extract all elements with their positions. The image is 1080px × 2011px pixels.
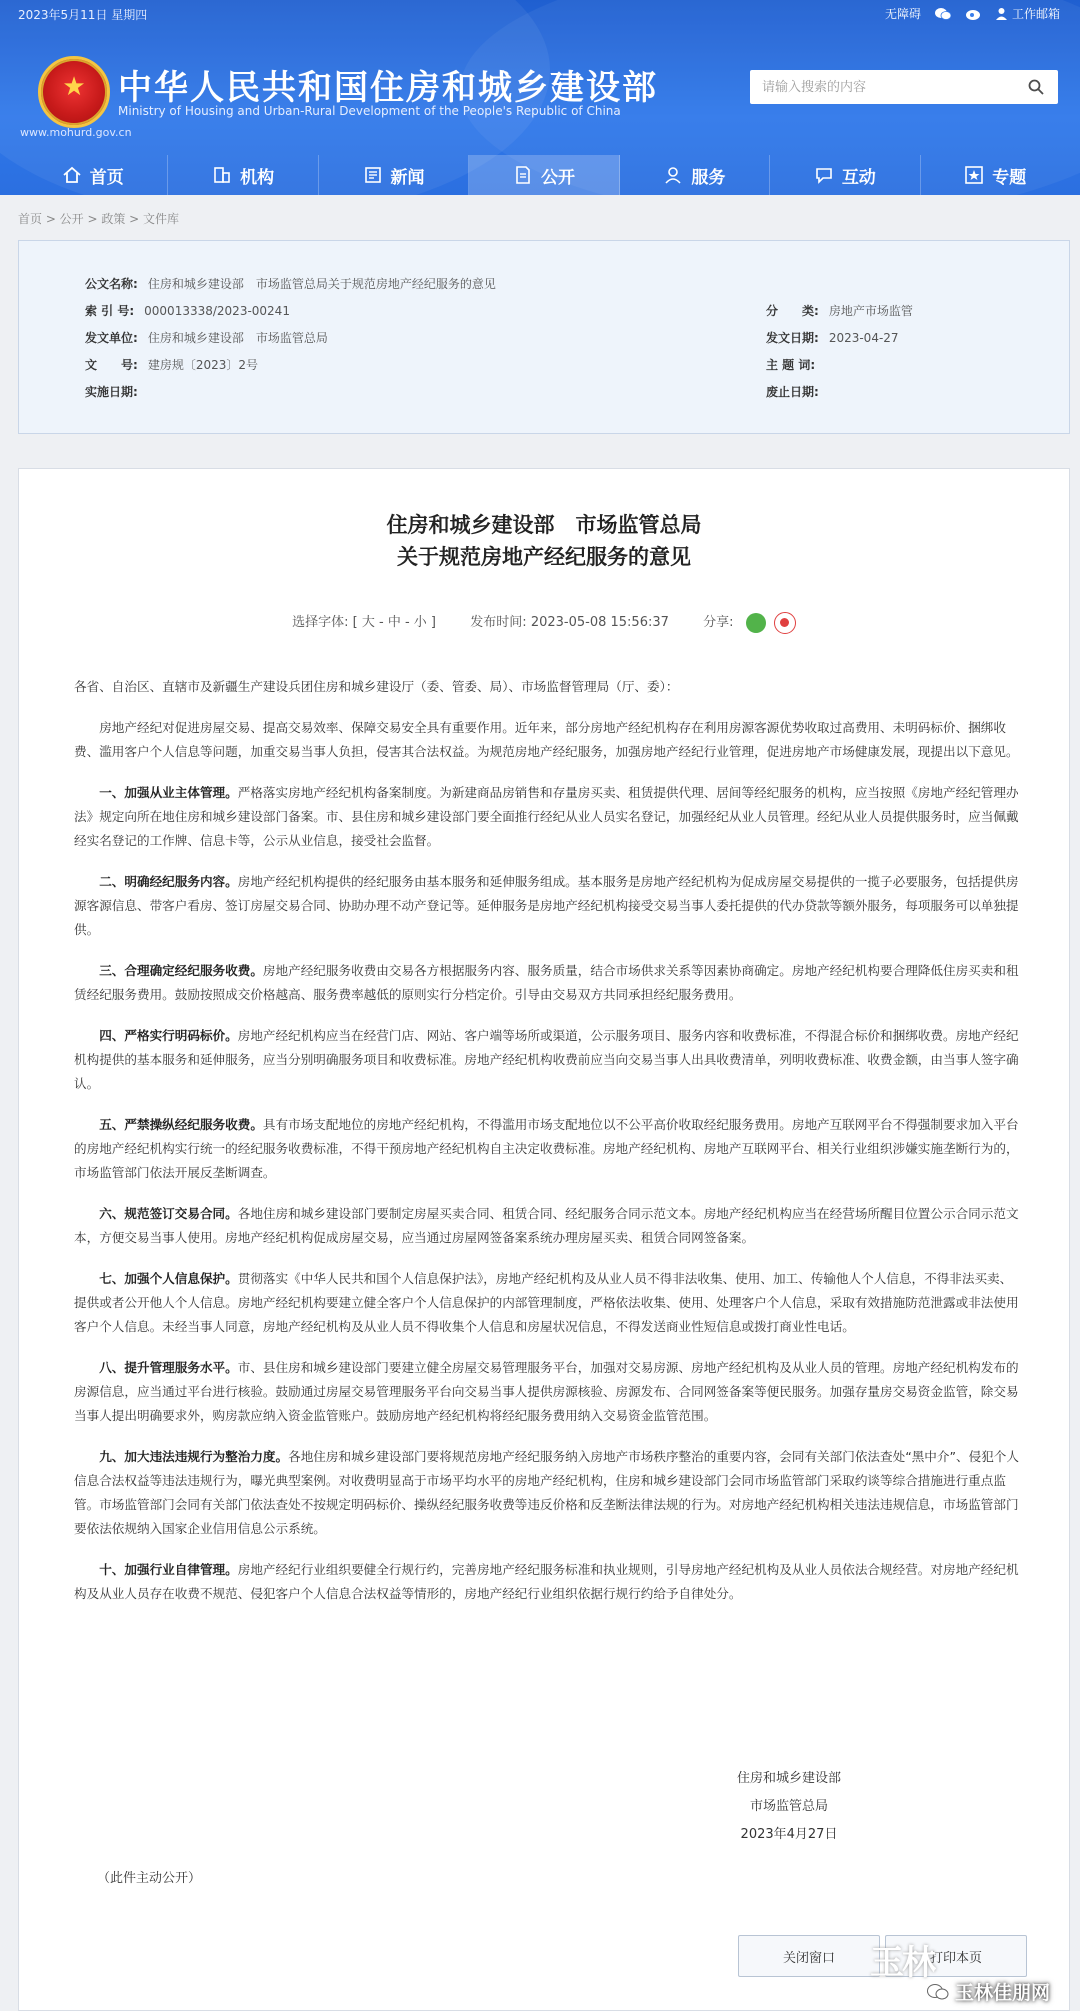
public-note: （此件主动公开） xyxy=(97,1871,202,1886)
site-header xyxy=(0,0,1080,195)
nav-label: 首页 xyxy=(89,167,124,188)
nav-label: 公开 xyxy=(540,167,575,188)
salutation: 各省、自治区、直辖市及新疆生产建设兵团住房和城乡建设厅（委、管委、局）、市场监督管理局（厅、委）： xyxy=(74,679,679,694)
section-text: 房地产经纪行业组织要健全行规行约，完善房地产经纪服务标准和执业规则，引导房地产经纪机构及从业人员依法合规经营。对房地产经纪机构及从业人员存在收费不规范、侵犯客户个人信息合法权益等情形的，房地产经纪行业组织依据行规行约给予自律处分。 xyxy=(74,1562,1019,1601)
meta-label: 索 引 号: xyxy=(85,304,135,318)
section-heading: 八、提升管理服务水平。 xyxy=(99,1360,238,1375)
meta-label: 主 题 词: xyxy=(766,358,816,372)
signature-ministry: 住房和城乡建设部 xyxy=(736,1771,841,1786)
nav-label: 机构 xyxy=(240,167,275,188)
wechat-icon xyxy=(927,1983,949,2001)
section-text: 房地产经纪机构提供的经纪服务由基本服务和延伸服务组成。基本服务是房地产经纪机构为促成房屋交易提供的一揽子必要服务，包括提供房源客源信息、带客户看房、签订房屋交易合同、协助办理不动产登记等。延伸服务是房地产经纪机构接受交易当事人委托提供的代办贷款等额外服务，每项服务可以单独提供。 xyxy=(74,874,1019,937)
nav-label: 服务 xyxy=(691,167,726,188)
meta-expiry xyxy=(766,383,829,400)
meta-doc-name xyxy=(85,275,496,292)
meta-doc-no xyxy=(85,356,258,373)
chat-icon xyxy=(814,165,834,185)
meta-subject xyxy=(766,356,825,373)
section-paragraph xyxy=(74,781,1024,853)
accessibility-link[interactable]: 无障碍 xyxy=(884,7,921,21)
building-icon xyxy=(212,165,232,185)
article-body xyxy=(74,675,1024,1623)
service-icon xyxy=(663,165,683,185)
article-title-line1: 住房和城乡建设部 市场监管总局 xyxy=(386,512,702,537)
section-heading: 九、加大违法违规行为整治力度。 xyxy=(99,1449,289,1464)
search-box xyxy=(750,70,1058,104)
section-text: 严格落实房地产经纪机构备案制度。为新建商品房销售和存量房买卖、租赁提供代理、居间等经纪服务的机构，应当按照《房地产经纪管理办法》规定向所在地住房和城乡建设部门备案。市、县住房和城乡建设部门要全面推行经纪从业人员实名登记，加强经纪从业人员管理。经纪从业人员提供服务时，应当佩戴经实名登记的工作牌、信息卡等，公示从业信息，接受社会监督。 xyxy=(74,785,1019,848)
section-heading: 四、严格实行明码标价。 xyxy=(99,1028,238,1043)
section-paragraph xyxy=(74,870,1024,942)
weibo-icon[interactable] xyxy=(965,7,981,21)
print-page-button[interactable]: 打印本页 xyxy=(885,1935,1027,1977)
wechat-icon[interactable] xyxy=(935,7,951,21)
current-date: 2023年5月11日 星期四 xyxy=(18,8,148,22)
section-text: 市、县住房和城乡建设部门要建立健全房屋交易管理服务平台，加强对交易房源、房地产经纪机构及从业人员的管理。房地产经纪机构发布的房源信息，应当通过平台进行核验。鼓励通过房屋交易管理服务平台向交易当事人提供房源核验、房源发布、合同网签备案等便民服务。加强存量房交易资金监管，除交易当事人提出明确要求外，购房款应纳入资金监管账户。鼓励房地产经纪机构将经纪服务费用纳入交易资金监管范围。 xyxy=(74,1360,1019,1423)
nav-label: 专题 xyxy=(992,167,1027,188)
section-heading: 二、明确经纪服务内容。 xyxy=(99,874,238,889)
section-text: 房地产经纪机构应当在经营门店、网站、客户端等场所或渠道，公示服务项目、服务内容和收费标准，不得混合标价和捆绑收费。房地产经纪机构提供的基本服务和延伸服务，应当分别明确服务项目和收费标准。房地产经纪机构收费前应当向交易当事人出具收费清单，列明收费标准、收费金额，由当事人签字确认。 xyxy=(74,1028,1019,1091)
section-text: 具有市场支配地位的房地产经纪机构，不得滥用市场支配地位以不公平高价收取经纪服务费用。房地产互联网平台不得强制要求加入平台的房地产经纪机构实行统一的经纪服务收费标准，不得干预房地产经纪机构自主决定收费标准。房地产经纪机构、房地产互联网平台、相关行业组织涉嫌实施垄断行为的，市场监管部门依法开展反垄断调查。 xyxy=(74,1117,1019,1180)
star-icon xyxy=(964,165,984,185)
meta-value: 建房规〔2023〕2号 xyxy=(147,358,258,372)
search-input[interactable] xyxy=(750,70,1034,104)
section-heading: 六、规范签订交易合同。 xyxy=(99,1206,238,1221)
meta-label: 发文日期: xyxy=(766,331,819,345)
home-icon xyxy=(62,165,82,185)
section-paragraph xyxy=(74,1356,1024,1428)
meta-value: 房地产市场监管 xyxy=(828,304,913,318)
breadcrumb[interactable]: 首页 > 公开 > 政策 > 文件库 xyxy=(18,212,180,226)
watermark-source xyxy=(927,1978,1050,2005)
article-subline xyxy=(19,611,1069,634)
watermark-source-text: 玉林佳朋网 xyxy=(954,1982,1050,2004)
nav-news[interactable] xyxy=(319,155,469,195)
section-paragraph xyxy=(74,1558,1024,1606)
top-bar xyxy=(0,0,1080,28)
section-paragraph xyxy=(74,1445,1024,1541)
meta-issue-date xyxy=(766,329,899,346)
site-title-cn[interactable]: 中华人民共和国住房和城乡建设部 xyxy=(118,68,658,108)
article-panel xyxy=(18,468,1070,2011)
section-text: 贯彻落实《中华人民共和国个人信息保护法》，房地产经纪机构及从业人员不得非法收集、使用、加工、传输他人个人信息，不得非法买卖、提供或者公开他人个人信息。房地产经纪机构要建立健全客户个人信息保护的内部管理制度，严格依法收集、使用、处理客户个人信息，采取有效措施防范泄露或非法使用客户个人信息。未经当事人同意，房地产经纪机构及从业人员不得收集个人信息和房屋状况信息，不得发送商业性短信息或拨打商业性电话。 xyxy=(74,1271,1019,1334)
section-heading: 三、合理确定经纪服务收费。 xyxy=(99,963,263,978)
nav-label: 互动 xyxy=(841,167,876,188)
nav-home[interactable] xyxy=(18,155,168,195)
section-heading: 十、加强行业自律管理。 xyxy=(99,1562,238,1577)
nav-service[interactable] xyxy=(620,155,770,195)
signature-date: 2023年4月27日 xyxy=(740,1827,838,1842)
section-paragraph xyxy=(74,959,1024,1007)
section-paragraph xyxy=(74,1267,1024,1339)
section-paragraph xyxy=(74,1202,1024,1250)
close-window-button[interactable]: 关闭窗口 xyxy=(738,1935,880,1977)
section-heading: 五、严禁操纵经纪服务收费。 xyxy=(99,1117,263,1132)
document-metadata xyxy=(18,240,1070,434)
meta-value: 住房和城乡建设部 市场监管总局关于规范房地产经纪服务的意见 xyxy=(147,277,496,291)
meta-effective xyxy=(85,383,148,400)
font-size-label: 选择字体: xyxy=(292,615,349,630)
meta-value: 2023-04-27 xyxy=(828,331,899,345)
user-icon xyxy=(995,7,1008,20)
meta-label: 废止日期: xyxy=(766,385,819,399)
meta-category xyxy=(766,302,913,319)
weibo-share-icon[interactable] xyxy=(774,612,796,634)
nav-topics[interactable] xyxy=(921,155,1070,195)
publish-time: 2023-05-08 15:56:37 xyxy=(530,615,669,630)
work-email-link[interactable] xyxy=(995,5,1060,22)
nav-label: 新闻 xyxy=(390,167,425,188)
wechat-share-icon[interactable] xyxy=(746,613,766,633)
section-text: 房地产经纪服务收费由交易各方根据服务内容、服务质量，结合市场供求关系等因素协商确定。房地产经纪机构要合理降低住房买卖和租赁经纪服务费用。鼓励按照成交价格越高、服务费率越低的原则实行分档定价。引导由交易双方共同承担经纪服务费用。 xyxy=(74,963,1019,1002)
work-email-label: 工作邮箱 xyxy=(1011,7,1060,21)
meta-label: 公文名称: xyxy=(85,277,138,291)
news-icon xyxy=(363,165,383,185)
font-size-selector[interactable]: [ 大 - 中 - 小 ] xyxy=(352,615,436,630)
section-paragraph xyxy=(74,1024,1024,1096)
signature-market-regulation: 市场监管总局 xyxy=(749,1799,828,1814)
search-icon[interactable] xyxy=(1028,79,1044,95)
watermark-logo: 玉林 xyxy=(870,1943,934,1983)
meta-label: 发文单位: xyxy=(85,331,138,345)
nav-interaction[interactable] xyxy=(770,155,920,195)
site-title-en: Ministry of Housing and Urban-Rural Development of the People's Republic of China xyxy=(118,104,621,118)
share-label: 分享: xyxy=(703,615,734,630)
meta-value: 000013338/2023-00241 xyxy=(144,304,290,318)
nav-organization[interactable] xyxy=(168,155,318,195)
section-text: 各地住房和城乡建设部门要制定房屋买卖合同、租赁合同、经纪服务合同示范文本。房地产经纪机构应当在经营场所醒目位置公示合同示范文本，方便交易当事人使用。房地产经纪机构促成房屋交易，应当通过房屋网签备案系统办理房屋买卖、租赁合同网签备案。 xyxy=(74,1206,1019,1245)
meta-issuer xyxy=(85,329,328,346)
site-url: www.mohurd.gov.cn xyxy=(20,126,132,139)
meta-index xyxy=(85,302,290,319)
nav-public[interactable] xyxy=(469,155,619,195)
intro-paragraph: 房地产经纪对促进房屋交易、提高交易效率、保障交易安全具有重要作用。近年来，部分房地产经纪机构存在利用房源客源优势收取过高费用、未明码标价、捆绑收费、滥用客户个人信息等问题，加重交易当事人负担，侵害其合法权益。为规范房地产经纪服务，加强房地产经纪行业管理，促进房地产市场健康发展，现提出以下意见。 xyxy=(74,720,1019,759)
meta-value: 住房和城乡建设部 市场监管总局 xyxy=(147,331,328,345)
meta-label: 分 类: xyxy=(766,304,819,318)
national-emblem-icon: ★ xyxy=(38,56,110,128)
meta-label: 文 号: xyxy=(85,358,138,372)
section-heading: 七、加强个人信息保护。 xyxy=(99,1271,238,1286)
section-heading: 一、加强从业主体管理。 xyxy=(99,785,238,800)
article-title-line2: 关于规范房地产经纪服务的意见 xyxy=(397,544,691,569)
main-nav xyxy=(18,155,1070,195)
publish-label: 发布时间: xyxy=(470,615,527,630)
document-icon xyxy=(513,165,533,185)
top-links xyxy=(885,5,1060,22)
meta-label: 实施日期: xyxy=(85,385,138,399)
section-paragraph xyxy=(74,1113,1024,1185)
section-text: 各地住房和城乡建设部门要将规范房地产经纪服务纳入房地产市场秩序整治的重要内容，会同有关部门依法查处“黑中介”、侵犯个人信息合法权益等违法违规行为，曝光典型案例。对收费明显高于市场平均水平的房地产经纪机构，住房和城乡建设部门会同市场监管部门采取约谈等综合措施进行重点监管。市场监管部门会同有关部门依法查处不按规定明码标价、操纵经纪服务收费等违反价格和反垄断法律法规的行为。对房地产经纪机构相关违法违规信息，市场监管部门要依法依规纳入国家企业信用信息公示系统。 xyxy=(74,1449,1019,1536)
